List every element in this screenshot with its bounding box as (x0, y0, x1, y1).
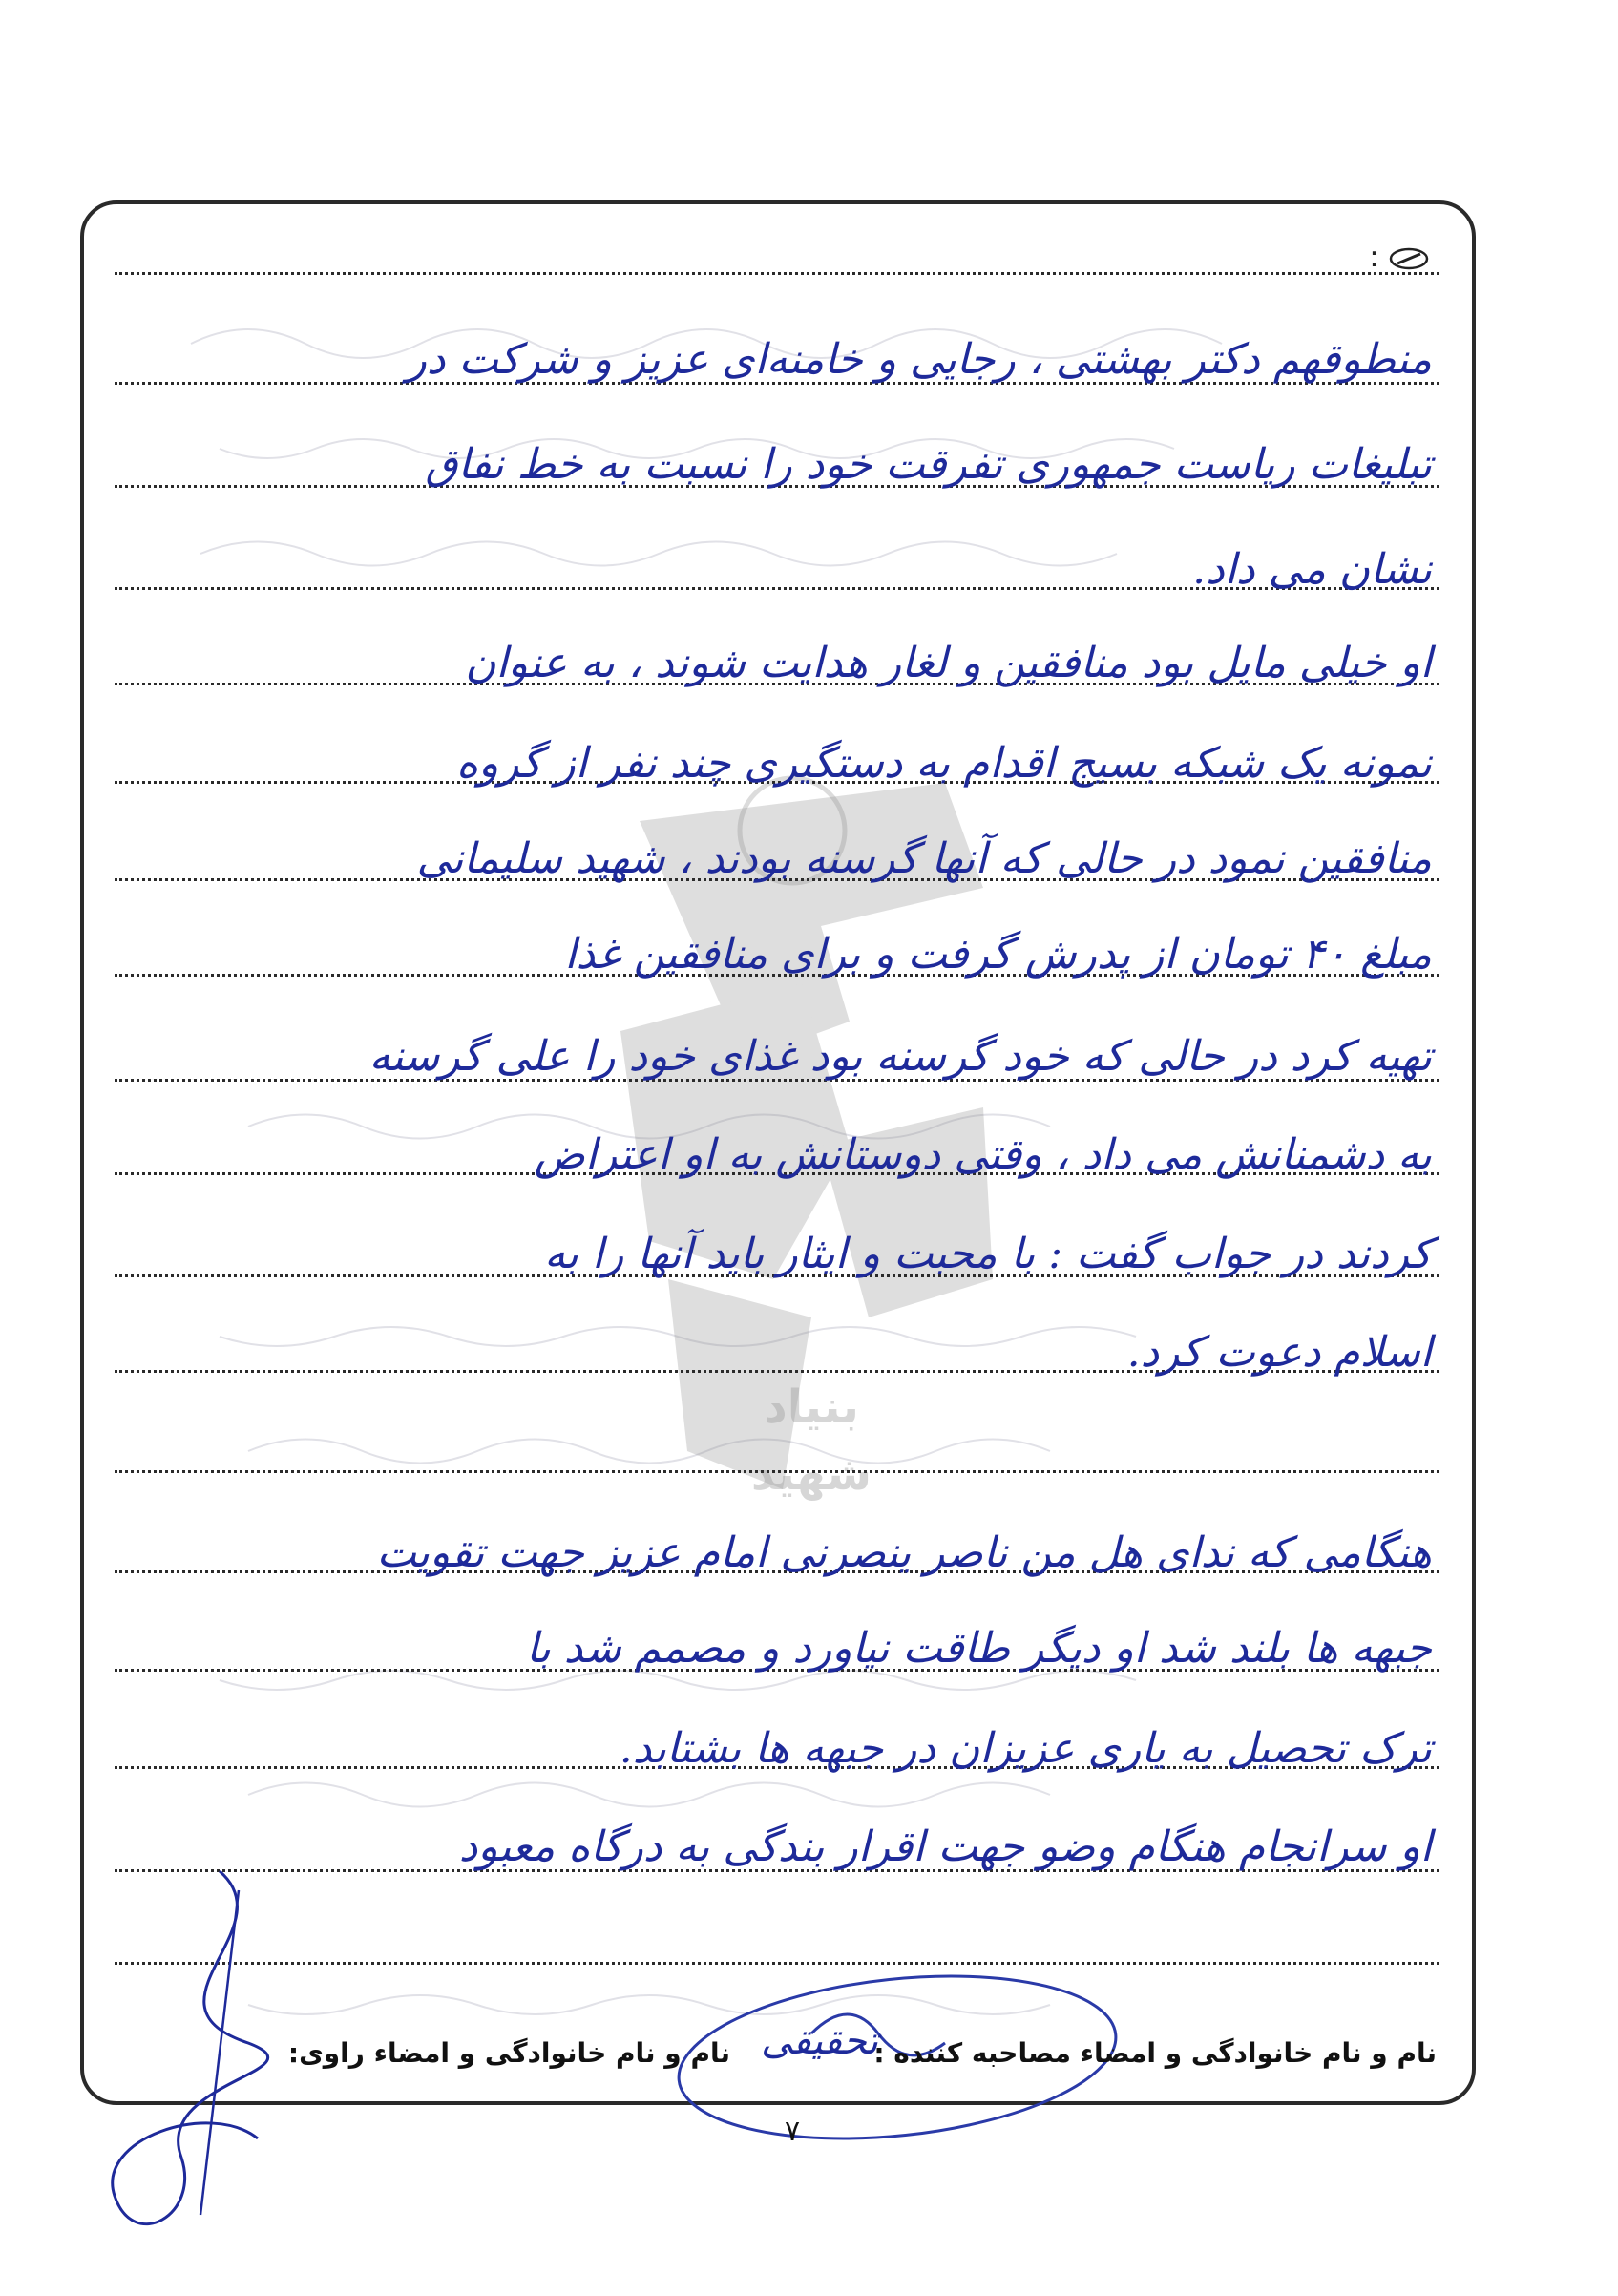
page-number: ٧ (784, 2115, 801, 2148)
watermark-line-1: بنیاد (764, 1380, 859, 1434)
rule-line (115, 272, 1439, 275)
narrator-signature (95, 1852, 344, 2263)
handwritten-line: ترک تحصیل به یاری عزیزان در جبهه ها بشتابد. (619, 1724, 1432, 1773)
handwritten-line: به دشمنانش می داد ، وقتی دوستانش به او اعتراض (534, 1130, 1432, 1179)
corner-colon: : (1369, 241, 1379, 274)
signature-footer (286, 2029, 1437, 2076)
handwritten-line: هنگامی که ندای هل من ناصر ینصرنی امام عزیز جهت تقویت (376, 1528, 1432, 1577)
narrator-label: نام و نام خانوادگی و امضاء راوی: (287, 2036, 730, 2069)
handwritten-line: او خیلی مایل بود منافقین و لغار هدایت شوند ، به عنوان (465, 639, 1432, 687)
handwritten-line: اسلام دعوت کرد. (1126, 1328, 1432, 1377)
handwritten-line: جبهه ها بلند شد او دیگر طاقت نیاورد و مصمم شد با (526, 1624, 1432, 1673)
handwritten-line: تهیه کرد در حالی که خود گرسنه بود غذای خود را علی گرسنه (368, 1032, 1432, 1081)
handwritten-line: نمونه یک شبکه بسیج اقدام به دستگیری چند نفر از گروه (456, 739, 1432, 788)
handwritten-line: تبلیغات ریاست جمهوری تفرقت خود را نسبت به خط نفاق (425, 440, 1432, 489)
rule-line (115, 1470, 1439, 1473)
watermark-line-2: شهید (750, 1447, 872, 1501)
handwritten-line: مبلغ ۴۰ تومان از پدرش گرفت و برای منافقین غذا (564, 930, 1432, 979)
handwritten-line: منطوقهم دکتر بهشتی ، رجایی و خامنه‌ای عزیز و شرکت در (406, 335, 1432, 384)
handwritten-line: کردند در جواب گفت : با محبت و ایثار باید آنها را به (544, 1230, 1432, 1278)
handwritten-line: نشان می داد. (1192, 545, 1432, 594)
handwritten-line: منافقین نمود در حالی که آنها گرسنه بودند ، شهید سلیمانی (416, 834, 1432, 883)
interviewer-label: نام و نام خانوادگی و امضاء مصاحبه کننده : (873, 2036, 1437, 2069)
handwritten-line: او سرانجام هنگام وضو جهت اقرار بندگی به درگاه معبود (458, 1822, 1432, 1871)
interviewer-signature: تحقیقی (761, 2019, 878, 2063)
